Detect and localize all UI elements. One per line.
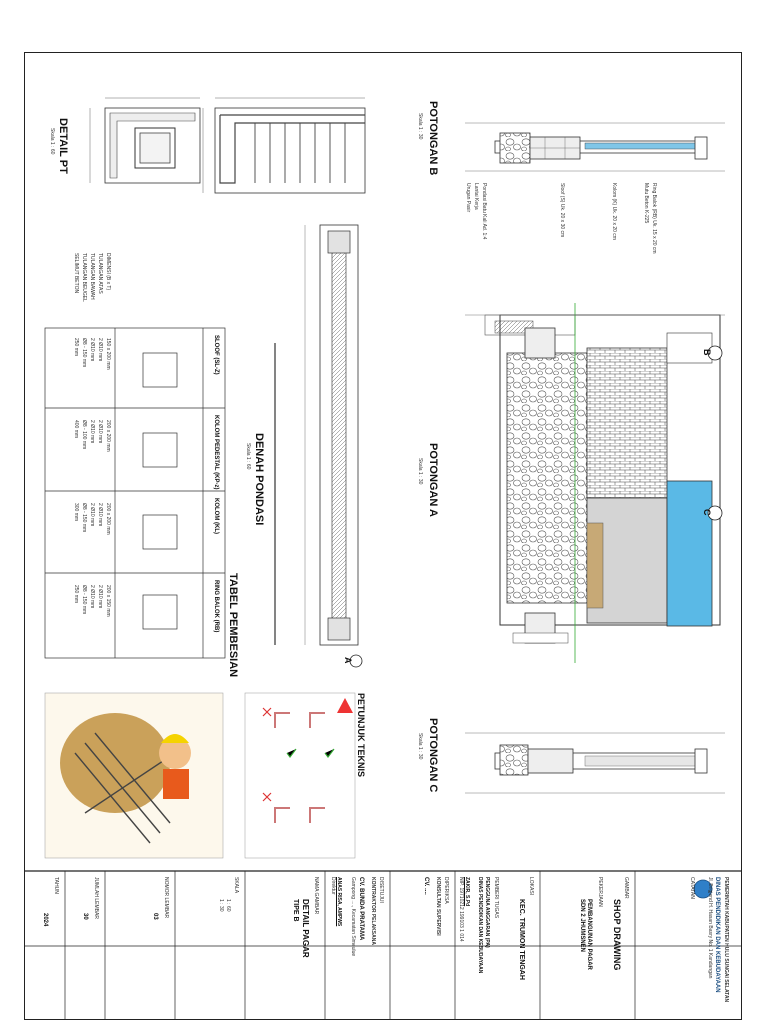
- agency-address: Jl. Brigjend H. Hasan Basry No. 1 Kandangan: [707, 877, 713, 979]
- table-row-label: DIMENSI (B x T): [105, 253, 111, 291]
- table-col-ring-balok: RING BALOK (RB): [213, 580, 219, 633]
- tahun-label: TAHUN: [53, 877, 59, 894]
- lokasi-value: KEC. TRUMON TENGAH: [518, 899, 525, 980]
- potongan-b-title: POTONGAN B: [427, 101, 439, 176]
- table-cell: 250 mm: [73, 338, 79, 357]
- table-cell: Ø8 - 150 mm: [81, 585, 87, 615]
- technical-drawing: [25, 53, 742, 1020]
- disetujui-label: DISETUJUI: [378, 877, 384, 903]
- table-cell: Ø8 - 100 mm: [81, 420, 87, 450]
- potongan-c-drawing: [465, 733, 725, 793]
- detail-pt-scale: Skala 1 : 60: [49, 128, 55, 155]
- agency-top: PEMERINTAH KABUPATEN HULU SUNGAI SELATAN: [723, 877, 729, 1003]
- section-marker-c: C: [702, 509, 712, 516]
- pemberi-tugas-value: PENGGUNA ANGGARAN (PA): [484, 877, 490, 948]
- pelaksana-name: ANAS RISA, AMPWS: [336, 877, 342, 927]
- table-cell: 2 Ø10 mm: [97, 585, 103, 609]
- petunjuk-teknis-illustration: [45, 693, 355, 858]
- section-marker-a: A: [343, 657, 353, 664]
- pelaksana-value: CV. BUNDA PRATAMA: [358, 877, 364, 941]
- denah-pondasi-title: DENAH PONDASI: [253, 433, 265, 526]
- lokasi-label: LOKASI: [528, 877, 534, 896]
- table-row-label: TULANGAN BEUGEL: [81, 253, 87, 302]
- table-cell: 250 mm: [73, 585, 79, 604]
- pekerjaan-value-2: SDN 2 JHUMSNEN: [579, 899, 585, 953]
- potongan-b-drawing: [465, 123, 725, 171]
- table-cell: Ø8 - 150 mm: [81, 503, 87, 533]
- catatan-label: CATATAN: [689, 877, 695, 899]
- note-mutu-beton: Mutu Beton K-225: [643, 183, 649, 224]
- note-urugan-pasir: Urugan Pasir: [465, 183, 471, 213]
- potongan-a-drawing: [465, 303, 725, 663]
- table-cell: 200 x 150 mm: [105, 585, 111, 617]
- nomor-lembar-label: NOMOR LEMBAR: [163, 877, 169, 919]
- table-col-kolom-pedestal: KOLOM PEDESTAL (KP-z): [213, 415, 219, 490]
- table-cell: 2 Ø10 mm: [97, 420, 103, 444]
- table-cell: 2 Ø10 mm: [97, 503, 103, 527]
- gambar-label: GAMBAR: [623, 877, 629, 899]
- table-cell: 2 Ø10 mm: [89, 503, 95, 527]
- pemberi-tugas-value-2: DINAS PENDIDIKAN DAN KEBUDAYAAN: [477, 877, 483, 974]
- table-cell: 200 x 200 mm: [105, 420, 111, 452]
- table-cell: 2 Ø10 mm: [89, 585, 95, 609]
- detail-pt-title: DETAIL PT: [57, 118, 69, 174]
- note-lantai-kerja: Lantai Kerja: [473, 183, 479, 210]
- tabel-pembesian-grid: [45, 328, 225, 658]
- jumlah-lembar-value: 30: [82, 913, 88, 920]
- table-col-sloof: SLOOF (SL-Z): [213, 335, 219, 375]
- potongan-b-scale: Skala 1 : 30: [417, 113, 423, 140]
- pelaksana-address: Gampong ...., Kecamatan Simeulue: [350, 877, 356, 957]
- table-cell: 2 Ø10 mm: [97, 338, 103, 362]
- table-cell: Ø8 - 150 mm: [81, 338, 87, 368]
- pelaksana-label: KONTRAKTOR PELAKSANA: [370, 877, 376, 945]
- table-cell: 300 mm: [73, 503, 79, 522]
- note-ring-balok: Ring Balok (RB) Uk. 15 x 20 cm: [651, 183, 657, 254]
- tahun-value: 2024: [42, 913, 48, 927]
- diperiksa-label: DIPERIKSA: [443, 877, 449, 904]
- nama-gambar-label: NAMA GAMBAR: [313, 877, 319, 915]
- note-sloof: Sloof (S) Uk. 20 x 30 cm: [559, 183, 565, 238]
- table-cell: 400 mm: [73, 420, 79, 439]
- konsultan-label: KONSULTAN SUPERVISI: [435, 877, 441, 936]
- pemberi-tugas-name: ZAKIR, S.Pd: [464, 877, 470, 907]
- gambar-value: SHOP DRAWING: [612, 899, 622, 971]
- pekerjaan-value: PEMBANGUNAN PAGAR: [586, 899, 592, 970]
- note-pondasi: Pondasi Batu Kali Ad. 1:4: [481, 183, 487, 240]
- potongan-c-title: POTONGAN C: [427, 718, 439, 793]
- petunjuk-teknis-title: PETUNJUK TEKNIS: [356, 693, 366, 778]
- note-kolom: Kolom (K) Uk. 20 x 20 cm: [611, 183, 617, 240]
- detail-pt-drawing: [90, 98, 365, 193]
- table-row-label: TULANGAN ATAS: [97, 253, 103, 294]
- konsultan-value: CV. ....: [423, 877, 429, 895]
- table-cell: 2 Ø10 mm: [89, 338, 95, 362]
- potongan-c-scale: Skala 1 : 30: [417, 733, 423, 760]
- table-row-label: SELIMUT BETON: [73, 253, 79, 294]
- nama-gambar-value-2: TIPE B: [292, 899, 299, 922]
- table-row-label: TULANGAN BAWAH: [89, 253, 95, 300]
- agency-name: DINAS PENDIDIKAN DAN KEBUDAYAAN: [714, 877, 720, 993]
- table-cell: 200 x 200 mm: [105, 503, 111, 535]
- skala-label: SKALA: [233, 877, 239, 894]
- pelaksana-role: Direktur: [330, 877, 336, 895]
- potongan-a-title: POTONGAN A: [427, 443, 439, 517]
- table-col-kolom: KOLOM (KL): [213, 498, 219, 534]
- jumlah-lembar-label: JUMLAH LEMBAR: [93, 877, 99, 919]
- nomor-lembar-value: 03: [152, 913, 158, 920]
- tabel-pembesian-title: TABEL PEMBESIAN: [227, 573, 239, 678]
- nama-gambar-value: DETAIL PAGAR: [301, 899, 310, 958]
- table-cell: 2 Ø10 mm: [89, 420, 95, 444]
- pemberi-tugas-nip: NIP. 19710212 199103 1 014: [458, 877, 464, 942]
- denah-pondasi-drawing: [275, 225, 362, 667]
- denah-pondasi-scale: Skala 1 : 60: [245, 443, 251, 470]
- section-marker-b: B: [702, 349, 712, 356]
- pemberi-tugas-label: PEMBERI TUGAS: [493, 877, 499, 919]
- skala-value: 1 : 60: [225, 899, 231, 912]
- potongan-a-scale: Skala 1 : 30: [417, 458, 423, 485]
- skala-value-2: 1 : 30: [218, 899, 224, 912]
- table-cell: 150 x 200 mm: [105, 338, 111, 370]
- drawing-sheet: [24, 52, 742, 1020]
- pekerjaan-label: PEKERJAAN: [597, 877, 603, 907]
